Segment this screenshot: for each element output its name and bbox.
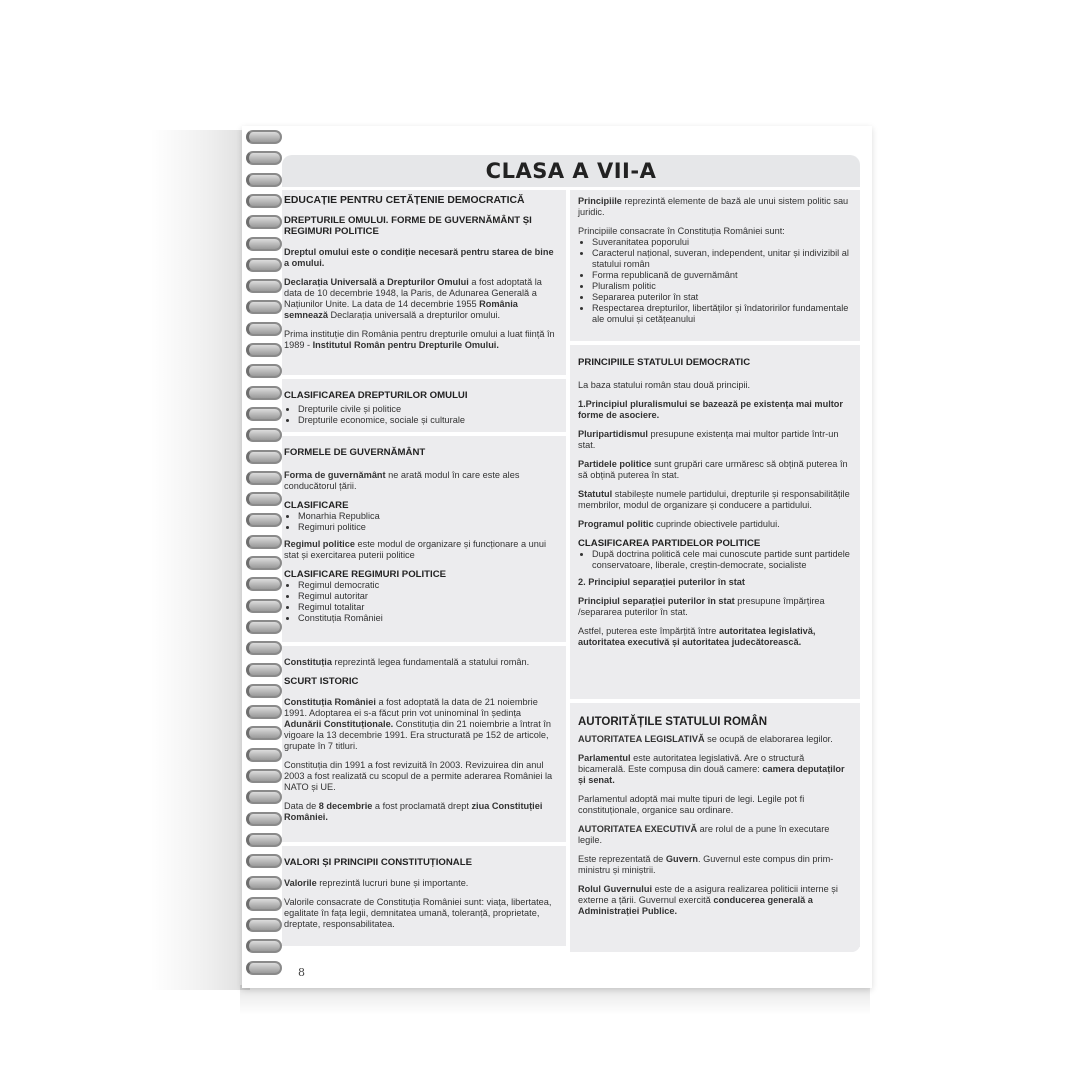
- page-number: 8: [298, 966, 305, 979]
- spiral-ring: [246, 663, 282, 677]
- subsection-heading: CLASIFICARE: [284, 500, 349, 511]
- section-clasificarea-drepturilor: [282, 379, 566, 432]
- spiral-ring: [246, 407, 282, 421]
- section-constitutia: [282, 646, 566, 842]
- section-heading: PRINCIPIILE STATULUI DEMOCRATIC: [578, 357, 751, 368]
- list-item: • Drepturile economice, sociale și culturale: [298, 415, 558, 426]
- paragraph: Dreptul omului este o condiție necesară pentru starea de bine a omului.: [284, 247, 554, 268]
- regimes-list: [284, 580, 558, 624]
- paragraph: Constituția României a fost adoptată la data de 21 noiembrie 1991. Adoptarea ei s-a făcut prin vot uninominal în ședința Adunării Constituționale. Constituția din 21 noiembrie a întrat în vigoare la 13 decembrie 1991. Era structurată pe 152 de articole, grupate în 7 titluri.: [284, 697, 552, 751]
- list-item: • Regimul totalitar: [298, 602, 558, 613]
- list-item: • Monarhia Republica: [298, 511, 558, 522]
- list-item: • Constituția României: [298, 613, 558, 624]
- section-valori-si-principii: [282, 846, 566, 946]
- spiral-ring: [246, 897, 282, 911]
- spiral-ring: [246, 641, 282, 655]
- paragraph: Declarația Universală a Drepturilor Omului a fost adoptată la data de 10 decembrie 1948, la Paris, de Adunarea Generală a Națiunilor Unite. La data de 14 decembrie 1955 România semnează Declarația universală a drepturilor omului.: [284, 277, 542, 320]
- spiral-ring: [246, 151, 282, 165]
- section-autoritatile-statului: [570, 703, 860, 947]
- spiral-ring: [246, 961, 282, 975]
- list-item: • Regimul autoritar: [298, 591, 558, 602]
- paragraph: Valorile consacrate de Constituția României sunt: viața, libertatea, egalitate în fața legii, demnitatea umană, toleranță, proprietate, dreptate, responsabilitatea.: [284, 897, 552, 929]
- parties-list: [578, 549, 852, 571]
- spiral-ring: [246, 173, 282, 187]
- paragraph: Constituția reprezintă legea fundamentală a statului român.: [284, 657, 530, 667]
- paragraph: AUTORITATEA LEGISLATIVĂ se ocupă de elaborarea legilor.: [578, 734, 833, 744]
- paragraph: Data de 8 decembrie a fost proclamată drept ziua Constituției României.: [284, 801, 543, 822]
- list-item: • Regimuri politice: [298, 522, 558, 533]
- spiral-ring: [246, 535, 282, 549]
- spiral-ring: [246, 876, 282, 890]
- spiral-ring: [246, 577, 282, 591]
- section-heading: CLASIFICAREA DREPTURILOR OMULUI: [284, 390, 468, 401]
- list-item: • Suveranitatea poporului: [592, 237, 852, 248]
- spiral-ring: [246, 194, 282, 208]
- subsection-heading: SCURT ISTORIC: [284, 676, 359, 687]
- paragraph: 1.Principiul pluralismului se bazează pe existența mai multor forme de asociere.: [578, 399, 843, 420]
- spiral-ring: [246, 450, 282, 464]
- spiral-ring: [246, 556, 282, 570]
- spiral-ring: [246, 386, 282, 400]
- spiral-ring: [246, 215, 282, 229]
- section-heading: EDUCAȚIE PENTRU CETĂȚENIE DEMOCRATICĂ: [284, 195, 525, 206]
- paragraph: Parlamentul adoptă mai multe tipuri de legi. Legile pot fi constituționale, organice sau ordinare.: [578, 794, 805, 815]
- paragraph: Valorile reprezintă lucruri bune și importante.: [284, 878, 469, 888]
- paragraph: Partidele politice sunt grupări care urmăresc să obțină puterea în să obțină puterea în stat.: [578, 459, 848, 480]
- paragraph: Constituția din 1991 a fost revizuită în 2003. Revizuirea din anul 2003 a fost realizată cu scopul de a permite aderarea României la NATO și UE.: [284, 760, 553, 792]
- paragraph: Este reprezentată de Guvern. Guvernul este compus din prim-ministru și miniștrii.: [578, 854, 834, 875]
- paragraph: Prima instituție din România pentru drepturile omului a luat ființă în 1989 - Institutul Român pentru Drepturile Omului.: [284, 329, 555, 350]
- spiral-ring: [246, 258, 282, 272]
- spiral-ring: [246, 471, 282, 485]
- spiral-ring: [246, 705, 282, 719]
- spiral-ring: [246, 599, 282, 613]
- spiral-ring: [246, 279, 282, 293]
- left-column: [282, 190, 566, 950]
- list-item: • Regimul democratic: [298, 580, 558, 591]
- spiral-ring: [246, 790, 282, 804]
- section-principiile: [570, 190, 860, 341]
- spiral-ring: [246, 684, 282, 698]
- list-item: • Pluralism politic: [592, 281, 852, 292]
- spiral-ring: [246, 918, 282, 932]
- paragraph: Parlamentul este autoritatea legislativă. Are o structură bicamerală. Este compusa din două camere: camera deputaților și senat.: [578, 753, 845, 785]
- subsection-heading: CLASIFICARE REGIMURI POLITICE: [284, 569, 447, 580]
- list-item: • Forma republicană de guvernământ: [592, 270, 852, 281]
- paragraph: Principiile consacrate în Constituția României sunt:: [578, 226, 785, 236]
- spiral-ring: [246, 492, 282, 506]
- rights-list: [284, 404, 558, 426]
- list-item: • După doctrina politică cele mai cunoscute partide sunt partidele conservatoare, liberale, creștin-democrate, socialiste: [592, 549, 852, 571]
- spiral-ring: [246, 300, 282, 314]
- list-item: • Respectarea drepturilor, libertăților și îndatoririlor fundamentale ale omului și cetățeanului: [592, 303, 852, 325]
- section-heading: AUTORITĂȚILE STATULUI ROMÂN: [578, 716, 768, 728]
- paragraph: Statutul stabilește numele partidului, drepturile și responsabilitățile membrilor, modul de organizare și conducere a partidului.: [578, 489, 850, 510]
- paragraph: Astfel, puterea este împărțită între autoritatea legislativă, autoritatea executivă și autoritatea judecătorească.: [578, 626, 816, 647]
- principles-list: [578, 237, 852, 325]
- section-subheading: DREPTURILE OMULUI. FORME DE GUVERNĂMÂNT ȘI REGIMURI POLITICE: [284, 215, 532, 237]
- spiral-ring: [246, 939, 282, 953]
- section-drepturile-omului: [282, 190, 566, 375]
- spiral-ring: [246, 428, 282, 442]
- paragraph: Principiile reprezintă elemente de bază ale unui sistem politic sau juridic.: [578, 196, 849, 217]
- paragraph: Pluripartidismul presupune existența mai multor partide într-un stat.: [578, 429, 839, 450]
- paragraph: AUTORITATEA EXECUTIVĂ are rolul de a pune în executare legile.: [578, 824, 830, 845]
- right-column-bottom-cap: [570, 944, 860, 952]
- list-item: • Separarea puterilor în stat: [592, 292, 852, 303]
- page-title: CLASA A VII-A: [485, 159, 657, 183]
- title-bar: [282, 155, 860, 187]
- spiral-ring: [246, 364, 282, 378]
- spiral-ring: [246, 833, 282, 847]
- paragraph: Programul politic cuprinde obiectivele partidului.: [578, 519, 780, 529]
- subsection-heading: CLASIFICAREA PARTIDELOR POLITICE: [578, 538, 761, 549]
- spiral-ring: [246, 726, 282, 740]
- paragraph: Rolul Guvernului este de a asigura realizarea politicii interne și externe a țării. Guvernul exercită conducerea generală a Administrației Publice.: [578, 884, 838, 916]
- spiral-ring: [246, 620, 282, 634]
- spiral-ring: [246, 237, 282, 251]
- spiral-ring: [246, 812, 282, 826]
- spiral-ring: [246, 769, 282, 783]
- spiral-ring: [246, 748, 282, 762]
- page-shadow: [150, 130, 250, 990]
- section-heading: FORMELE DE GUVERNĂMÂNT: [284, 447, 426, 458]
- page-shadow-bottom: [240, 985, 870, 1015]
- list-item: • Caracterul național, suveran, independent, unitar și indivizibil al statului român: [592, 248, 852, 270]
- list-item: • Drepturile civile și politice: [298, 404, 558, 415]
- paragraph: La baza statului român stau două principii.: [578, 380, 751, 390]
- spiral-ring: [246, 130, 282, 144]
- forms-list: [284, 511, 558, 533]
- paragraph: Principiul separației puterilor în stat presupune împărțirea /separarea puterilor în stat.: [578, 596, 825, 617]
- spiral-binding: [246, 126, 286, 986]
- paragraph: Forma de guvernământ ne arată modul în care este ales conducătorul țării.: [284, 470, 520, 491]
- right-column: [570, 190, 860, 947]
- paragraph: 2. Principiul separației puterilor în stat: [578, 577, 745, 587]
- paragraph: Regimul politice este modul de organizare și funcționare a unui stat și exercitarea puterii politice: [284, 539, 546, 560]
- spiral-ring: [246, 513, 282, 527]
- spiral-ring: [246, 343, 282, 357]
- section-principiile-statului-democratic: [570, 345, 860, 699]
- spiral-ring: [246, 322, 282, 336]
- spiral-ring: [246, 854, 282, 868]
- section-heading: VALORI ȘI PRINCIPII CONSTITUȚIONALE: [284, 857, 472, 868]
- section-formele-de-guvernamant: [282, 436, 566, 642]
